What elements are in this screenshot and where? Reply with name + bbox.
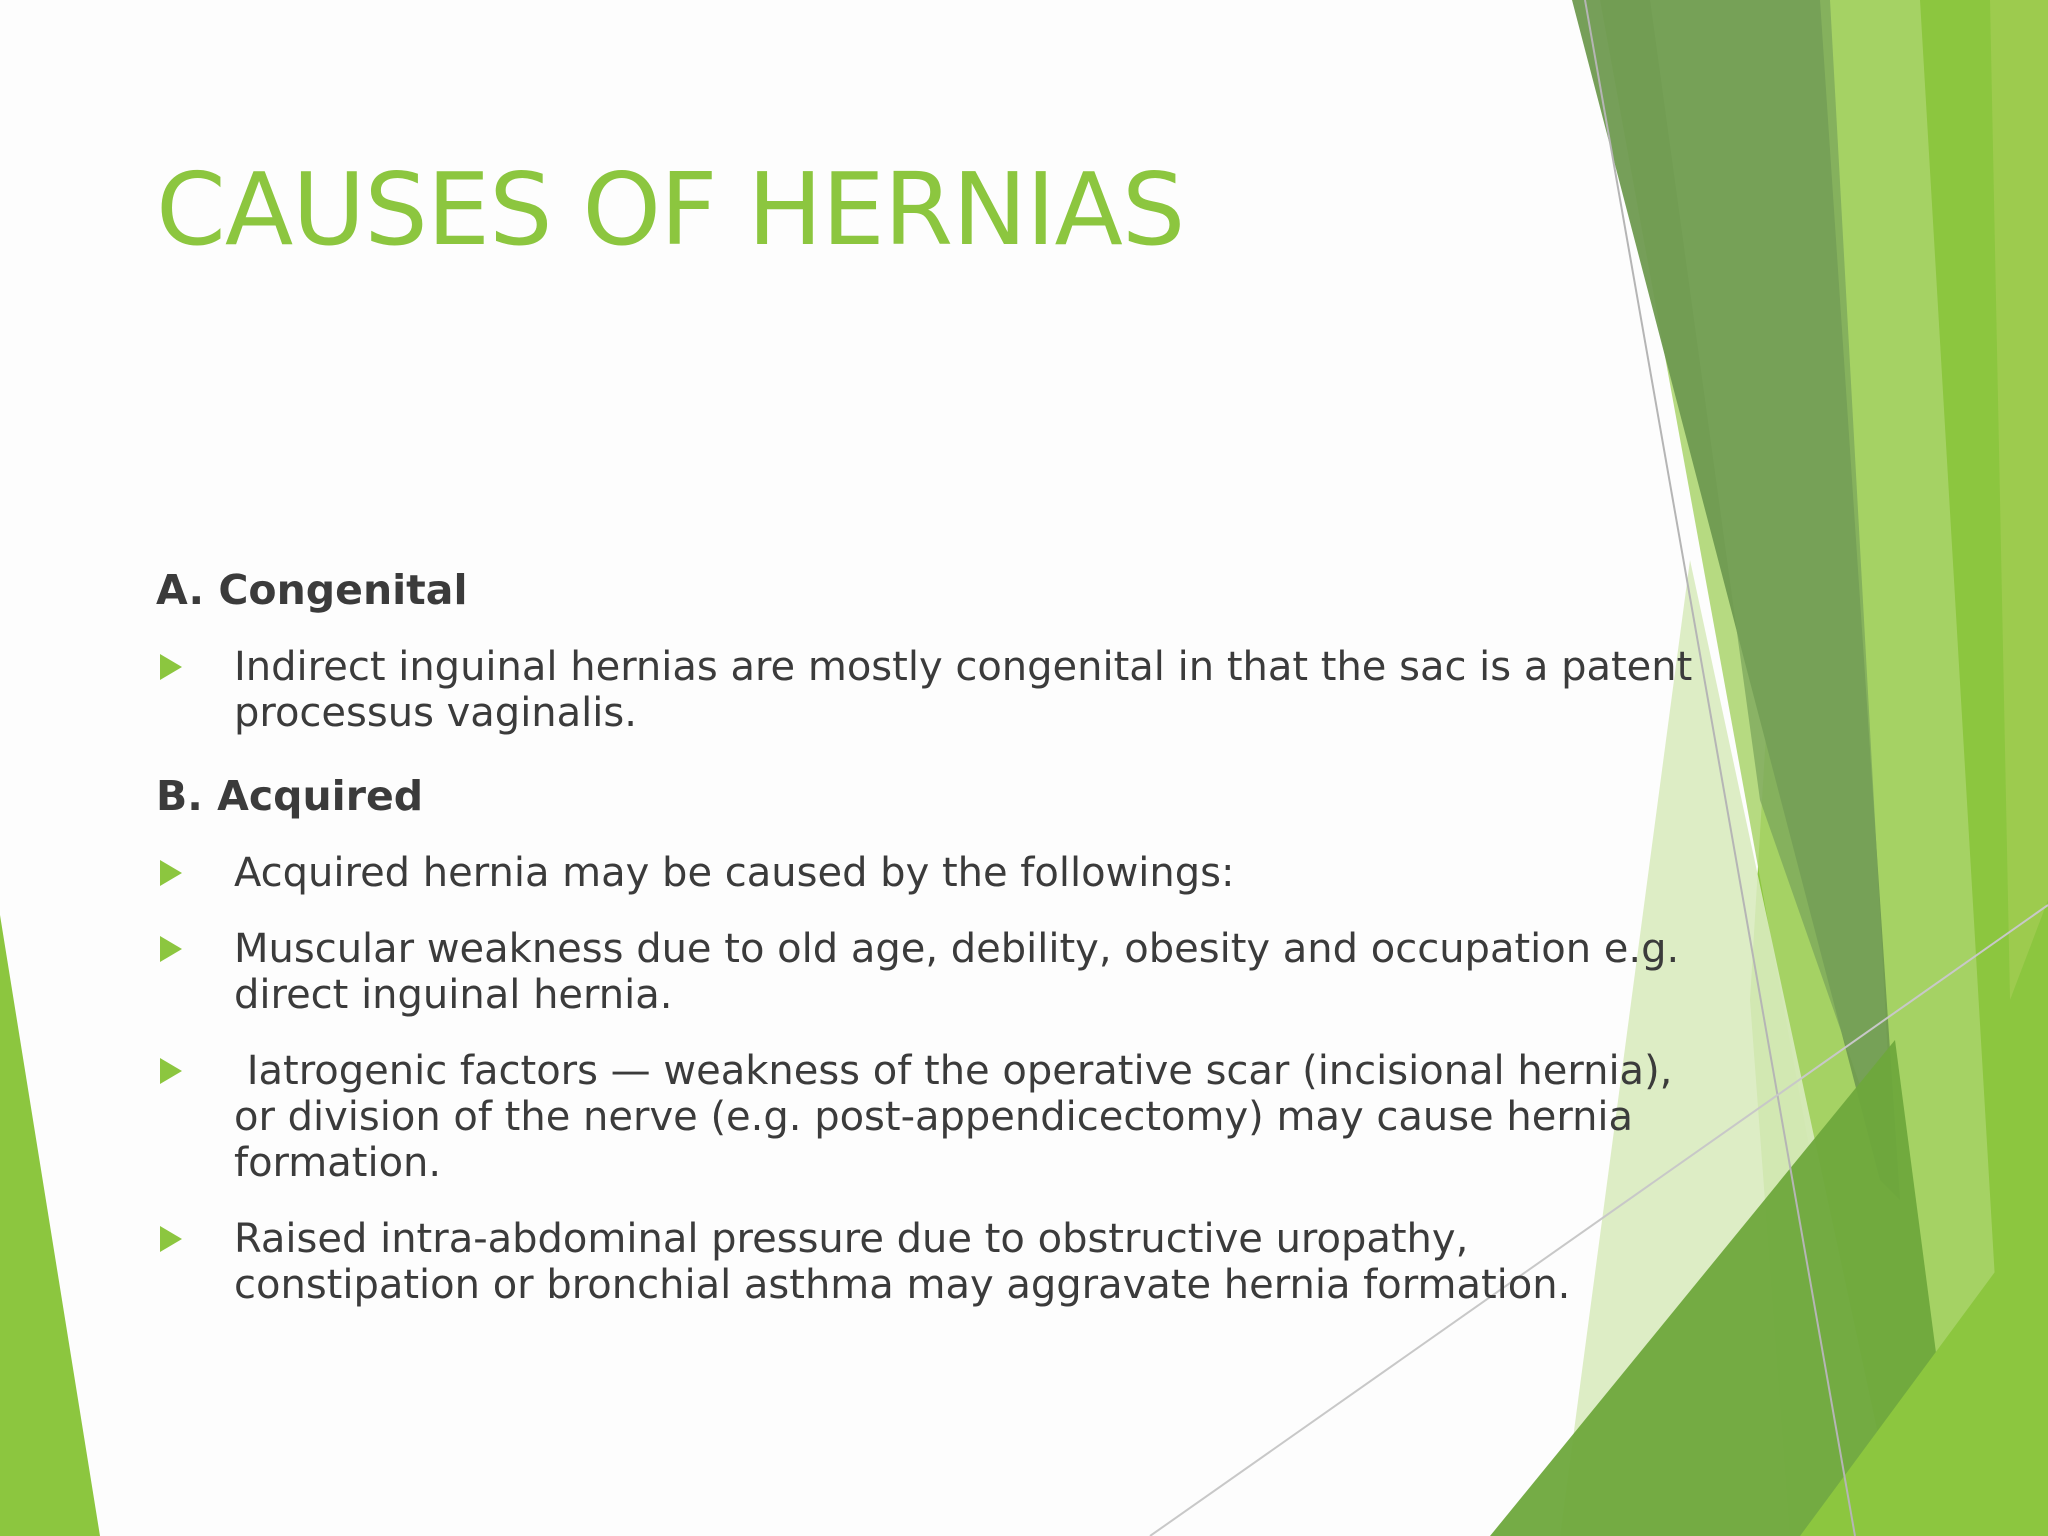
bullet-text: Indirect inguinal hernias are mostly congenital in that the sac is a patent processus vaginalis. (234, 644, 1693, 736)
bullet-text: Muscular weakness due to old age, debility, obesity and occupation e.g. direct inguinal hernia. (234, 926, 1680, 1018)
bullet-text: Acquired hernia may be caused by the followings: (234, 850, 1235, 896)
triangle-bullet-icon (160, 1226, 182, 1252)
bullet-list-congenital (156, 644, 1693, 736)
section-heading-congenital: A. Congenital (156, 566, 468, 614)
bullet-list-acquired (156, 850, 1686, 1308)
triangle-bullet-icon (160, 654, 182, 680)
section-heading-acquired: B. Acquired (156, 772, 424, 820)
list-item (156, 926, 1694, 1018)
slide-title: CAUSES OF HERNIAS (156, 151, 1185, 268)
triangle-bullet-icon (160, 860, 182, 886)
list-item (156, 1216, 1694, 1308)
slide-body (156, 560, 1693, 1338)
triangle-bullet-icon (160, 1058, 182, 1084)
list-item (156, 850, 1694, 896)
bullet-text: Raised intra-abdominal pressure due to obstructive uropathy, constipation or bronchial asthma may aggravate hernia formation. (234, 1216, 1571, 1308)
list-item (156, 1048, 1694, 1186)
triangle-bullet-icon (160, 936, 182, 962)
list-item (156, 644, 1694, 736)
bullet-text: Iatrogenic factors — weakness of the operative scar (incisional hernia), or division of the nerve (e.g. post-appendicectomy) may cause hernia formation. (234, 1048, 1686, 1186)
